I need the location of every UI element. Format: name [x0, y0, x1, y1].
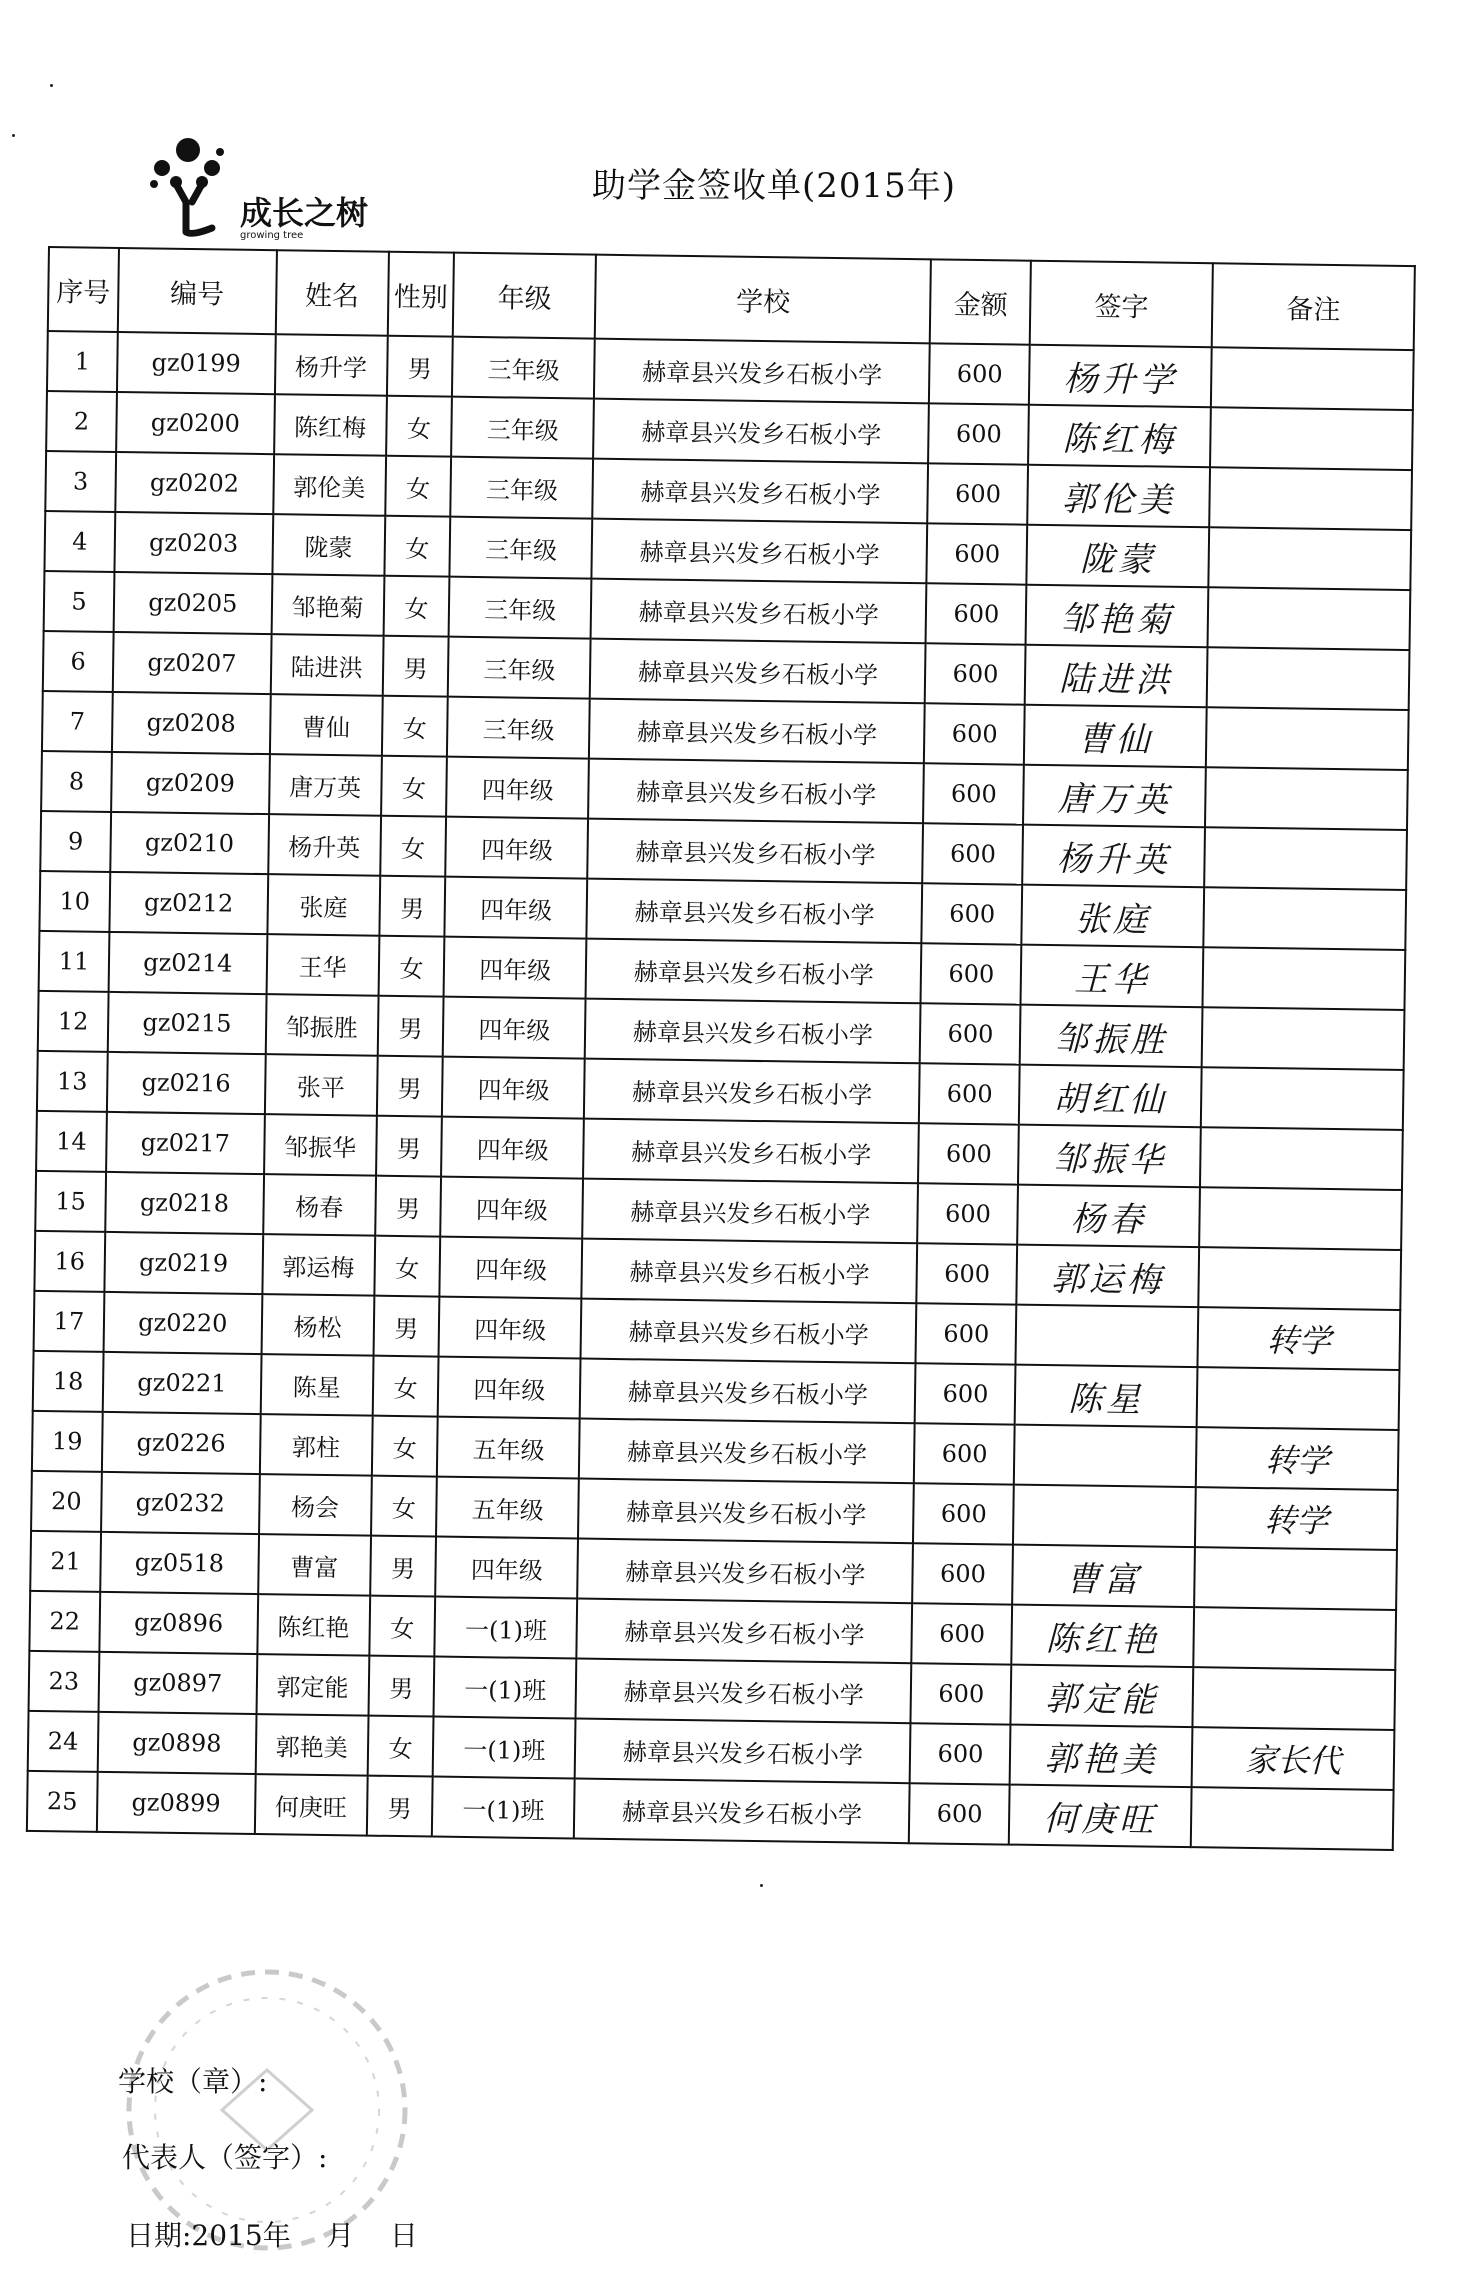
cell-signature: 唐万英 [1023, 765, 1206, 828]
cell-sex: 女 [378, 936, 445, 997]
cell-code: gz0205 [114, 572, 273, 634]
cell-grade: 三年级 [450, 517, 593, 579]
cell-sex: 女 [385, 456, 452, 517]
cell-note [1209, 527, 1412, 590]
cell-note [1207, 647, 1410, 710]
cell-signature: 杨升学 [1029, 345, 1212, 408]
cell-note [1193, 1667, 1396, 1730]
cell-sex: 男 [379, 876, 446, 937]
cell-amount: 600 [916, 1303, 1017, 1364]
cell-sex: 男 [382, 636, 449, 697]
cell-sex: 男 [373, 1296, 440, 1357]
cell-signature: 陈红梅 [1028, 405, 1211, 468]
cell-sex: 男 [376, 1116, 443, 1177]
cell-school: 赫章县兴发乡石板小学 [594, 339, 930, 404]
col-header-school: 学校 [595, 255, 931, 344]
cell-name: 陈星 [260, 1354, 373, 1416]
cell-name: 郭艳美 [255, 1714, 368, 1776]
cell-sex: 男 [386, 336, 453, 397]
cell-sex: 女 [374, 1236, 441, 1297]
cell-sex: 女 [371, 1476, 438, 1537]
cell-note [1208, 587, 1411, 650]
cell-grade: 四年级 [444, 937, 587, 999]
cell-school: 赫章县兴发乡石板小学 [577, 1539, 913, 1604]
cell-signature: 陆进洪 [1025, 645, 1208, 708]
cell-name: 杨松 [261, 1294, 374, 1356]
cell-note [1209, 467, 1412, 530]
cell-code: gz0199 [117, 332, 276, 394]
growing-tree-logo [148, 132, 378, 242]
cell-code: gz0219 [104, 1232, 263, 1294]
cell-note [1193, 1607, 1396, 1670]
col-header-signature: 签字 [1030, 261, 1213, 348]
cell-no: 5 [44, 571, 115, 632]
cell-code: gz0209 [111, 752, 270, 814]
cell-code: gz0215 [108, 992, 267, 1054]
cell-grade: 四年级 [436, 1537, 579, 1599]
cell-signature [1013, 1485, 1196, 1548]
cell-note [1199, 1187, 1402, 1250]
cell-amount: 600 [912, 1603, 1013, 1664]
cell-sex: 女 [384, 516, 451, 577]
scan-speck [760, 1884, 763, 1887]
cell-school: 赫章县兴发乡石板小学 [592, 459, 928, 524]
cell-name: 陈红梅 [274, 394, 387, 456]
cell-sex: 男 [375, 1176, 442, 1237]
col-header-no: 序号 [48, 247, 119, 332]
cell-grade: 一(1)班 [433, 1717, 576, 1779]
cell-name: 陈红艳 [257, 1594, 370, 1656]
cell-signature: 张庭 [1022, 885, 1205, 948]
cell-signature: 何庚旺 [1009, 1785, 1192, 1848]
cell-sex: 女 [369, 1596, 436, 1657]
cell-school: 赫章县兴发乡石板小学 [577, 1599, 913, 1664]
cell-grade: 四年级 [445, 877, 588, 939]
cell-name: 郭伦美 [273, 454, 386, 516]
cell-school: 赫章县兴发乡石板小学 [587, 819, 923, 884]
cell-note [1194, 1547, 1397, 1610]
cell-amount: 600 [918, 1123, 1019, 1184]
cell-no: 22 [29, 1591, 100, 1652]
cell-code: gz0218 [105, 1172, 264, 1234]
cell-school: 赫章县兴发乡石板小学 [576, 1659, 912, 1724]
cell-no: 3 [45, 451, 116, 512]
scan-speck [50, 84, 53, 87]
cell-name: 张庭 [267, 874, 380, 936]
cell-grade: 一(1)班 [432, 1777, 575, 1839]
cell-name: 郭运梅 [262, 1234, 375, 1296]
cell-sex: 男 [376, 1056, 443, 1117]
cell-note [1197, 1367, 1400, 1430]
cell-grade: 五年级 [437, 1417, 580, 1479]
cell-note [1204, 827, 1407, 890]
cell-grade: 三年级 [451, 457, 594, 519]
cell-signature: 曹富 [1012, 1545, 1195, 1608]
cell-code: gz0208 [112, 692, 271, 754]
cell-no: 6 [43, 631, 114, 692]
cell-school: 赫章县兴发乡石板小学 [593, 399, 929, 464]
cell-sex: 女 [383, 576, 450, 637]
cell-signature: 陈星 [1015, 1365, 1198, 1428]
cell-code: gz0216 [107, 1052, 266, 1114]
cell-grade: 四年级 [443, 997, 586, 1059]
cell-name: 杨升英 [268, 814, 381, 876]
cell-name: 郭柱 [260, 1414, 373, 1476]
cell-school: 赫章县兴发乡石板小学 [582, 1239, 918, 1304]
cell-name: 陆进洪 [271, 634, 384, 696]
cell-school: 赫章县兴发乡石板小学 [581, 1299, 917, 1364]
cell-no: 18 [33, 1351, 104, 1412]
cell-grade: 四年级 [442, 1057, 585, 1119]
receipt-table [26, 246, 1416, 1851]
cell-grade: 五年级 [436, 1477, 579, 1539]
cell-note [1201, 1067, 1404, 1130]
cell-name: 杨会 [259, 1474, 372, 1536]
cell-note: 转学 [1198, 1307, 1401, 1370]
cell-grade: 三年级 [448, 637, 591, 699]
cell-amount: 600 [918, 1183, 1019, 1244]
cell-name: 邹振华 [264, 1114, 377, 1176]
cell-code: gz0203 [114, 512, 273, 574]
representative-label: 代表人（签字）: [122, 2141, 328, 2174]
cell-name: 杨升学 [275, 334, 388, 396]
cell-school: 赫章县兴发乡石板小学 [574, 1779, 910, 1844]
cell-note [1204, 887, 1407, 950]
cell-sex: 男 [366, 1776, 433, 1837]
col-header-name: 姓名 [276, 250, 389, 336]
cell-sex: 男 [370, 1536, 437, 1597]
cell-grade: 一(1)班 [435, 1597, 578, 1659]
cell-name: 陇蒙 [272, 514, 385, 576]
cell-grade: 三年级 [449, 577, 592, 639]
cell-no: 8 [41, 751, 112, 812]
cell-amount: 600 [909, 1783, 1010, 1844]
cell-amount: 600 [924, 763, 1025, 824]
cell-amount: 600 [929, 403, 1030, 464]
cell-signature: 郭伦美 [1028, 465, 1211, 528]
cell-no: 7 [42, 691, 113, 752]
cell-code: gz0897 [98, 1652, 257, 1714]
cell-note [1203, 947, 1406, 1010]
cell-amount: 600 [929, 343, 1030, 404]
col-header-note: 备注 [1212, 263, 1415, 350]
cell-code: gz0212 [109, 872, 268, 934]
cell-name: 杨春 [263, 1174, 376, 1236]
cell-no: 25 [27, 1771, 98, 1832]
cell-note: 转学 [1195, 1487, 1398, 1550]
cell-name: 何庚旺 [255, 1774, 368, 1836]
cell-code: gz0217 [106, 1112, 265, 1174]
cell-code: gz0518 [100, 1532, 259, 1594]
cell-sex: 女 [381, 756, 448, 817]
cell-no: 12 [38, 991, 109, 1052]
cell-no: 21 [30, 1531, 101, 1592]
cell-school: 赫章县兴发乡石板小学 [591, 579, 927, 644]
cell-no: 10 [39, 871, 110, 932]
cell-note [1211, 347, 1414, 410]
cell-code: gz0226 [102, 1412, 261, 1474]
cell-amount: 600 [915, 1363, 1016, 1424]
cell-school: 赫章县兴发乡石板小学 [585, 999, 921, 1064]
cell-signature: 郭定能 [1011, 1665, 1194, 1728]
cell-no: 24 [28, 1711, 99, 1772]
cell-note: 家长代 [1192, 1727, 1395, 1790]
cell-sex: 女 [381, 696, 448, 757]
svg-text:growing tree: growing tree [240, 230, 304, 241]
cell-signature: 陇蒙 [1027, 525, 1210, 588]
date-label: 日期:2015年 月 日 [126, 2219, 418, 2252]
cell-note [1205, 767, 1408, 830]
cell-amount: 600 [926, 583, 1027, 644]
cell-no: 23 [29, 1651, 100, 1712]
cell-sex: 女 [386, 396, 453, 457]
cell-no: 17 [34, 1291, 105, 1352]
cell-signature [1014, 1425, 1197, 1488]
cell-sex: 女 [372, 1356, 439, 1417]
cell-amount: 600 [914, 1423, 1015, 1484]
cell-school: 赫章县兴发乡石板小学 [578, 1479, 914, 1544]
cell-amount: 600 [913, 1483, 1014, 1544]
cell-no: 20 [31, 1471, 102, 1532]
cell-name: 唐万英 [269, 754, 382, 816]
cell-note [1206, 707, 1409, 770]
cell-no: 2 [46, 391, 117, 452]
cell-signature [1016, 1305, 1199, 1368]
cell-code: gz0210 [110, 812, 269, 874]
cell-note: 转学 [1196, 1427, 1399, 1490]
cell-signature: 王华 [1021, 945, 1204, 1008]
cell-amount: 600 [922, 883, 1023, 944]
cell-school: 赫章县兴发乡石板小学 [590, 639, 926, 704]
cell-name: 王华 [266, 934, 379, 996]
cell-no: 1 [47, 331, 118, 392]
cell-signature: 杨升英 [1023, 825, 1206, 888]
cell-grade: 四年级 [446, 817, 589, 879]
cell-amount: 600 [911, 1663, 1012, 1724]
cell-grade: 三年级 [447, 697, 590, 759]
cell-name: 曹仙 [270, 694, 383, 756]
cell-note [1198, 1247, 1401, 1310]
cell-code: gz0898 [98, 1712, 257, 1774]
cell-grade: 三年级 [452, 337, 595, 399]
cell-name: 曹富 [258, 1534, 371, 1596]
cell-note [1202, 1007, 1405, 1070]
cell-signature: 邹艳菊 [1026, 585, 1209, 648]
cell-school: 赫章县兴发乡石板小学 [587, 879, 923, 944]
cell-grade: 四年级 [439, 1297, 582, 1359]
cell-no: 9 [40, 811, 111, 872]
col-header-amount: 金额 [930, 259, 1031, 344]
cell-grade: 四年级 [440, 1237, 583, 1299]
cell-school: 赫章县兴发乡石板小学 [580, 1359, 916, 1424]
cell-signature: 胡红仙 [1019, 1065, 1202, 1128]
cell-grade: 四年级 [438, 1357, 581, 1419]
cell-name: 张平 [265, 1054, 378, 1116]
cell-code: gz0200 [116, 392, 275, 454]
cell-no: 19 [32, 1411, 103, 1472]
cell-note [1200, 1127, 1403, 1190]
col-header-sex: 性别 [387, 252, 454, 337]
cell-signature: 曹仙 [1024, 705, 1207, 768]
tree-logo-icon [148, 132, 378, 242]
cell-signature: 郭艳美 [1010, 1725, 1193, 1788]
cell-amount: 600 [925, 643, 1026, 704]
cell-no: 16 [34, 1231, 105, 1292]
cell-no: 11 [39, 931, 110, 992]
cell-school: 赫章县兴发乡石板小学 [586, 939, 922, 1004]
cell-amount: 600 [924, 703, 1025, 764]
cell-amount: 600 [928, 463, 1029, 524]
cell-school: 赫章县兴发乡石板小学 [583, 1119, 919, 1184]
cell-grade: 三年级 [452, 397, 595, 459]
cell-code: gz0207 [113, 632, 272, 694]
cell-grade: 四年级 [447, 757, 590, 819]
cell-name: 邹振胜 [265, 994, 378, 1056]
cell-signature: 邹振胜 [1020, 1005, 1203, 1068]
cell-sex: 女 [380, 816, 447, 877]
cell-grade: 四年级 [441, 1117, 584, 1179]
cell-code: gz0202 [115, 452, 274, 514]
col-header-code: 编号 [118, 248, 277, 334]
cell-grade: 一(1)班 [434, 1657, 577, 1719]
cell-amount: 600 [920, 1003, 1021, 1064]
cell-code: gz0221 [103, 1352, 262, 1414]
cell-code: gz0220 [103, 1292, 262, 1354]
cell-no: 13 [37, 1051, 108, 1112]
cell-school: 赫章县兴发乡石板小学 [588, 759, 924, 824]
cell-sex: 男 [368, 1656, 435, 1717]
cell-signature: 杨春 [1018, 1185, 1201, 1248]
cell-school: 赫章县兴发乡石板小学 [575, 1719, 911, 1784]
cell-name: 邹艳菊 [271, 574, 384, 636]
cell-signature: 陈红艳 [1012, 1605, 1195, 1668]
cell-code: gz0214 [108, 932, 267, 994]
cell-school: 赫章县兴发乡石板小学 [582, 1179, 918, 1244]
cell-amount: 600 [927, 523, 1028, 584]
cell-note [1191, 1787, 1394, 1850]
cell-amount: 600 [921, 943, 1022, 1004]
cell-code: gz0896 [99, 1592, 258, 1654]
svg-text:成长之树: 成长之树 [240, 194, 369, 232]
cell-sex: 女 [367, 1716, 434, 1777]
cell-note [1210, 407, 1413, 470]
cell-school: 赫章县兴发乡石板小学 [589, 699, 925, 764]
page-title: 助学金签收单(2015年) [592, 166, 957, 206]
scan-speck [12, 134, 15, 137]
cell-amount: 600 [923, 823, 1024, 884]
cell-signature: 邹振华 [1018, 1125, 1201, 1188]
cell-signature: 郭运梅 [1017, 1245, 1200, 1308]
cell-code: gz0899 [97, 1772, 256, 1834]
cell-amount: 600 [913, 1543, 1014, 1604]
cell-code: gz0232 [101, 1472, 260, 1534]
school-seal-label: 学校（章）: [118, 2065, 268, 2098]
cell-amount: 600 [917, 1243, 1018, 1304]
cell-school: 赫章县兴发乡石板小学 [579, 1419, 915, 1484]
cell-name: 郭定能 [256, 1654, 369, 1716]
cell-school: 赫章县兴发乡石板小学 [592, 519, 928, 584]
cell-no: 4 [44, 511, 115, 572]
cell-amount: 600 [910, 1723, 1011, 1784]
cell-sex: 女 [371, 1416, 438, 1477]
table-body [27, 331, 1414, 1850]
cell-amount: 600 [919, 1063, 1020, 1124]
cell-grade: 四年级 [441, 1177, 584, 1239]
cell-no: 14 [36, 1111, 107, 1172]
cell-school: 赫章县兴发乡石板小学 [584, 1059, 920, 1124]
cell-sex: 男 [377, 996, 444, 1057]
cell-no: 15 [35, 1171, 106, 1232]
col-header-grade: 年级 [453, 253, 596, 339]
